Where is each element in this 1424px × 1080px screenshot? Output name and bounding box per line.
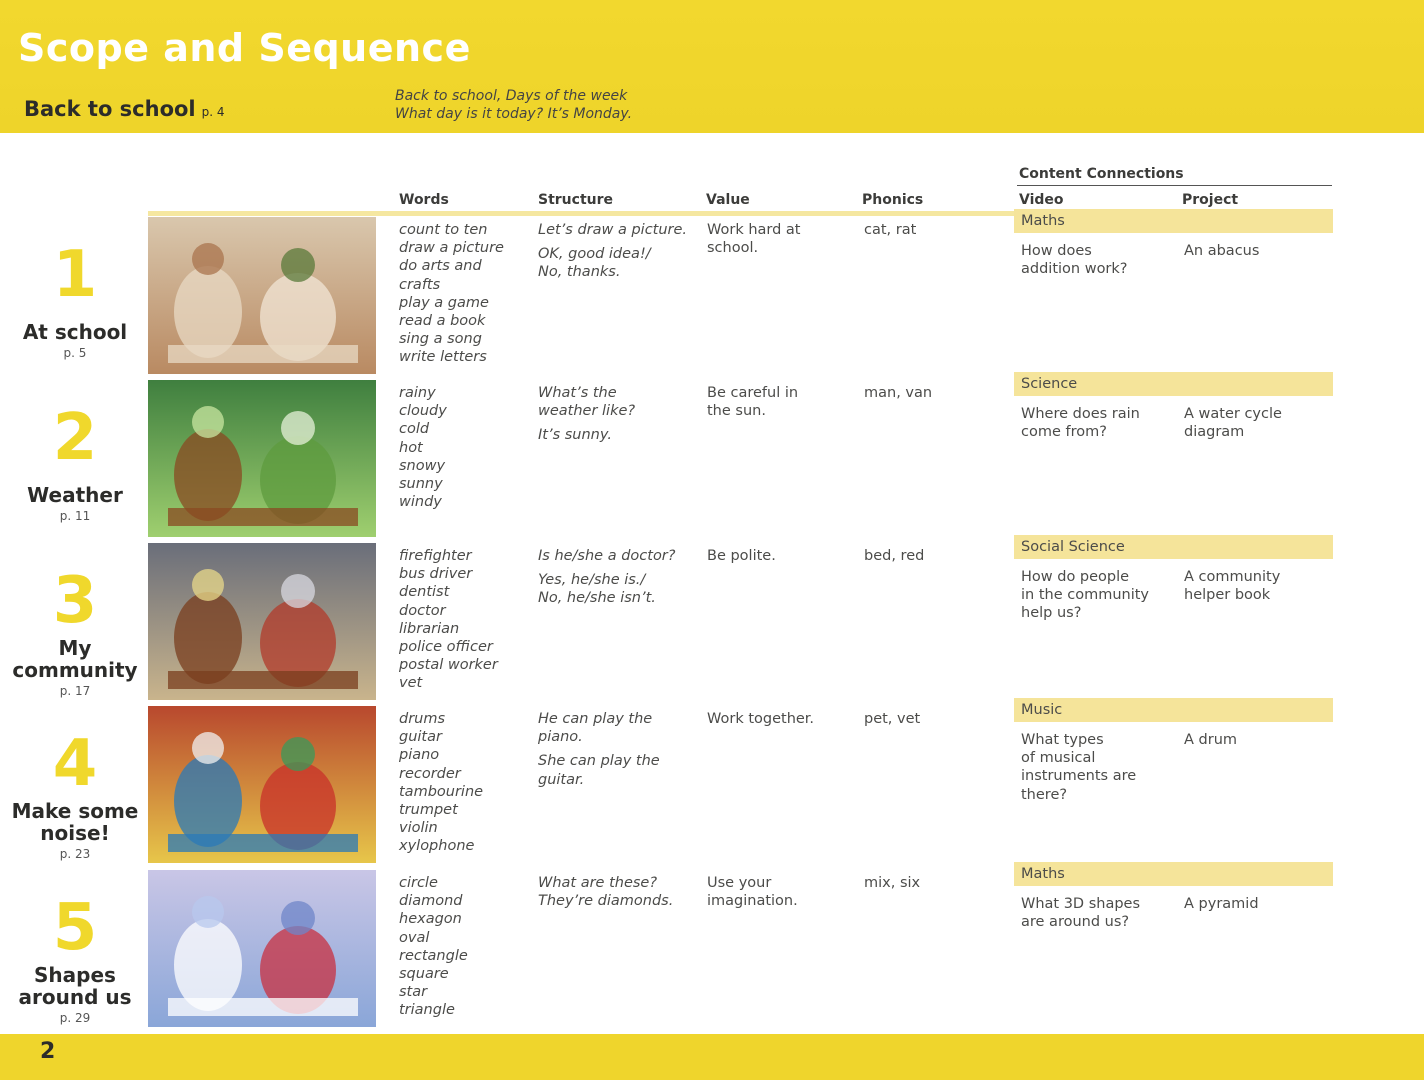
line-text: sing a song bbox=[399, 331, 482, 348]
line-text: oval bbox=[399, 929, 430, 946]
line-text: draw a picture bbox=[399, 240, 504, 257]
line-text: of musical bbox=[1021, 750, 1096, 767]
line-text: piano bbox=[399, 747, 440, 764]
line-text: How does bbox=[1021, 243, 1092, 259]
line-text: write letters bbox=[399, 349, 487, 366]
line-text: snowy bbox=[399, 457, 446, 474]
line-text: count to ten bbox=[399, 222, 488, 238]
unit-title-line: Make some bbox=[11, 799, 139, 823]
line-text: violin bbox=[399, 820, 438, 837]
line-text: A drum bbox=[1184, 732, 1238, 748]
line-text: doctor bbox=[399, 602, 446, 619]
line-text: recorder bbox=[399, 765, 461, 782]
structure-cell bbox=[538, 221, 687, 282]
unit-title bbox=[0, 484, 150, 506]
line-text: xylophone bbox=[399, 838, 475, 855]
project-cell bbox=[1184, 568, 1280, 604]
line-text: What types bbox=[1021, 732, 1104, 748]
line-text: play a game bbox=[399, 294, 489, 311]
line-text: He can play the bbox=[538, 711, 653, 727]
line-text: school. bbox=[707, 240, 759, 257]
line-text: What’s the bbox=[538, 385, 617, 401]
line-text: OK, good idea!/ bbox=[538, 246, 651, 263]
value-cell bbox=[707, 547, 776, 565]
line-text: police officer bbox=[399, 639, 493, 656]
structure-group bbox=[538, 221, 687, 239]
unit-photo bbox=[148, 217, 376, 374]
line-text: What 3D shapes bbox=[1021, 896, 1141, 912]
intro-unit-title bbox=[24, 97, 225, 121]
intro-topics: Back to school, Days of the week bbox=[395, 88, 628, 104]
unit-photo bbox=[148, 870, 376, 1027]
words-cell bbox=[399, 874, 468, 1020]
unit-label bbox=[0, 401, 150, 524]
unit-number: 1 bbox=[52, 238, 98, 312]
line-text: diagram bbox=[1184, 424, 1245, 441]
line-text: They’re diamonds. bbox=[538, 893, 674, 910]
line-text: addition work? bbox=[1021, 261, 1128, 278]
line-text: do arts and bbox=[399, 258, 482, 275]
line-text: circle bbox=[399, 875, 438, 891]
line-text: guitar. bbox=[538, 771, 585, 788]
unit-photo bbox=[148, 706, 376, 863]
line-text: help us? bbox=[1021, 605, 1082, 622]
line-text: Work hard at bbox=[707, 222, 801, 238]
line-text: trumpet bbox=[399, 802, 458, 819]
unit-title-line: At school bbox=[22, 320, 128, 344]
structure-group bbox=[538, 571, 675, 607]
words-cell bbox=[399, 547, 498, 693]
line-text: Work together. bbox=[707, 711, 815, 727]
line-text: rectangle bbox=[399, 947, 468, 964]
words-cell bbox=[399, 710, 483, 856]
project-cell bbox=[1184, 242, 1259, 260]
line-text: hot bbox=[399, 439, 423, 456]
line-text: Yes, he/she is./ bbox=[538, 572, 646, 589]
project-cell bbox=[1184, 895, 1259, 913]
structure-cell bbox=[538, 547, 675, 608]
video-cell bbox=[1021, 405, 1140, 441]
line-text: crafts bbox=[399, 276, 441, 293]
structure-group bbox=[538, 426, 635, 444]
project-cell bbox=[1184, 405, 1282, 441]
unit-title bbox=[0, 637, 150, 681]
line-text: diamond bbox=[399, 893, 463, 910]
line-text: star bbox=[399, 984, 428, 1001]
video-cell bbox=[1021, 242, 1128, 278]
structure-group bbox=[538, 547, 675, 565]
unit-title-line: Shapes bbox=[34, 963, 116, 987]
unit-page: p. 29 bbox=[59, 1011, 91, 1025]
content-connections-heading: Content Connections bbox=[1019, 166, 1184, 182]
line-text: tambourine bbox=[399, 783, 484, 800]
unit-page: p. 5 bbox=[63, 346, 87, 360]
phonics-cell: cat, rat bbox=[864, 222, 917, 238]
intro-unit-page: p. 4 bbox=[201, 105, 225, 119]
phonics-column-heading: Phonics bbox=[862, 192, 924, 208]
line-text: cold bbox=[399, 421, 430, 438]
unit-title-line: community bbox=[12, 658, 138, 682]
structure-group bbox=[538, 710, 660, 746]
footer-band bbox=[0, 1034, 1424, 1080]
line-text: bus driver bbox=[399, 566, 473, 583]
unit-label bbox=[0, 564, 150, 699]
line-text: drums bbox=[399, 711, 446, 727]
line-text: No, thanks. bbox=[538, 264, 621, 281]
line-text: cloudy bbox=[399, 403, 447, 420]
phonics-cell: bed, red bbox=[864, 548, 925, 564]
line-text: Is he/she a doctor? bbox=[538, 548, 676, 564]
structure-group bbox=[538, 874, 673, 910]
unit-title-line: Weather bbox=[27, 483, 123, 507]
page-number: 2 bbox=[40, 1039, 56, 1064]
line-text: come from? bbox=[1021, 424, 1107, 441]
line-text: A pyramid bbox=[1184, 896, 1259, 912]
words-cell bbox=[399, 221, 504, 367]
phonics-cell: pet, vet bbox=[864, 711, 921, 727]
subject-label: Science bbox=[1021, 376, 1078, 392]
unit-title-line: My bbox=[58, 636, 92, 660]
unit-title-line: noise! bbox=[40, 821, 110, 845]
line-text: guitar bbox=[399, 729, 442, 746]
video-cell bbox=[1021, 568, 1149, 623]
value-column-heading: Value bbox=[706, 192, 750, 208]
structure-group bbox=[538, 752, 660, 788]
unit-number: 3 bbox=[52, 564, 98, 638]
value-cell bbox=[707, 221, 801, 257]
value-cell bbox=[707, 710, 814, 728]
structure-cell bbox=[538, 710, 660, 789]
unit-number: 4 bbox=[52, 727, 98, 801]
unit-page: p. 11 bbox=[59, 509, 91, 523]
line-text: How do people bbox=[1021, 569, 1130, 585]
line-text: Let’s draw a picture. bbox=[538, 222, 688, 238]
value-cell bbox=[707, 384, 798, 420]
line-text: No, he/she isn’t. bbox=[538, 590, 656, 607]
structure-group bbox=[538, 384, 635, 420]
unit-title bbox=[0, 321, 150, 343]
unit-number: 5 bbox=[52, 891, 98, 965]
video-cell bbox=[1021, 731, 1136, 804]
unit-label bbox=[0, 238, 150, 361]
unit-photo bbox=[148, 543, 376, 700]
line-text: dentist bbox=[399, 584, 450, 601]
line-text: windy bbox=[399, 494, 442, 511]
intro-structure: What day is it today? It’s Monday. bbox=[395, 106, 633, 122]
subject-label: Maths bbox=[1021, 866, 1065, 882]
content-connections-rule bbox=[1017, 185, 1332, 186]
video-cell bbox=[1021, 895, 1140, 931]
phonics-cell: mix, six bbox=[864, 875, 921, 891]
unit-photo bbox=[148, 380, 376, 537]
line-text: Be careful in bbox=[707, 385, 799, 401]
line-text: Use your bbox=[707, 875, 772, 891]
value-cell bbox=[707, 874, 798, 910]
line-text: What are these? bbox=[538, 875, 658, 891]
structure-cell bbox=[538, 874, 673, 910]
line-text: instruments are bbox=[1021, 768, 1137, 785]
line-text: triangle bbox=[399, 1002, 455, 1019]
project-cell bbox=[1184, 731, 1237, 749]
words-column-heading: Words bbox=[399, 192, 449, 208]
unit-label bbox=[0, 891, 150, 1026]
line-text: rainy bbox=[399, 385, 436, 401]
unit-number: 2 bbox=[52, 401, 98, 475]
line-text: are around us? bbox=[1021, 914, 1130, 931]
structure-cell bbox=[538, 384, 635, 445]
line-text: A water cycle bbox=[1184, 406, 1282, 422]
project-column-heading: Project bbox=[1182, 192, 1239, 208]
structure-column-heading: Structure bbox=[538, 192, 614, 208]
line-text: sunny bbox=[399, 476, 443, 493]
line-text: firefighter bbox=[399, 548, 472, 564]
unit-label bbox=[0, 727, 150, 862]
unit-page: p. 23 bbox=[59, 847, 91, 861]
phonics-cell: man, van bbox=[864, 385, 933, 401]
line-text: read a book bbox=[399, 313, 486, 330]
subject-label: Music bbox=[1021, 702, 1063, 718]
line-text: hexagon bbox=[399, 911, 462, 928]
line-text: She can play the bbox=[538, 753, 660, 770]
line-text: postal worker bbox=[399, 657, 498, 674]
line-text: the sun. bbox=[707, 403, 766, 420]
line-text: there? bbox=[1021, 786, 1068, 803]
line-text: librarian bbox=[399, 620, 460, 637]
subject-label: Maths bbox=[1021, 213, 1065, 229]
unit-title bbox=[0, 964, 150, 1008]
line-text: An abacus bbox=[1184, 243, 1260, 259]
line-text: A community bbox=[1184, 569, 1281, 585]
line-text: imagination. bbox=[707, 893, 798, 910]
unit-title bbox=[0, 800, 150, 844]
structure-group bbox=[538, 245, 687, 281]
words-cell bbox=[399, 384, 447, 511]
line-text: in the community bbox=[1021, 587, 1150, 604]
line-text: square bbox=[399, 966, 449, 983]
line-text: vet bbox=[399, 675, 423, 692]
line-text: weather like? bbox=[538, 403, 636, 420]
video-column-heading: Video bbox=[1019, 192, 1064, 208]
unit-title-line: around us bbox=[18, 985, 132, 1009]
line-text: Where does rain bbox=[1021, 406, 1140, 422]
intro-unit-title-text: Back to school bbox=[24, 97, 196, 121]
unit-page: p. 17 bbox=[59, 684, 91, 698]
page-title: Scope and Sequence bbox=[18, 26, 471, 70]
subject-label: Social Science bbox=[1021, 539, 1125, 555]
line-text: piano. bbox=[538, 729, 583, 746]
line-text: Be polite. bbox=[707, 548, 776, 564]
line-text: It’s sunny. bbox=[538, 427, 612, 444]
line-text: helper book bbox=[1184, 587, 1271, 604]
